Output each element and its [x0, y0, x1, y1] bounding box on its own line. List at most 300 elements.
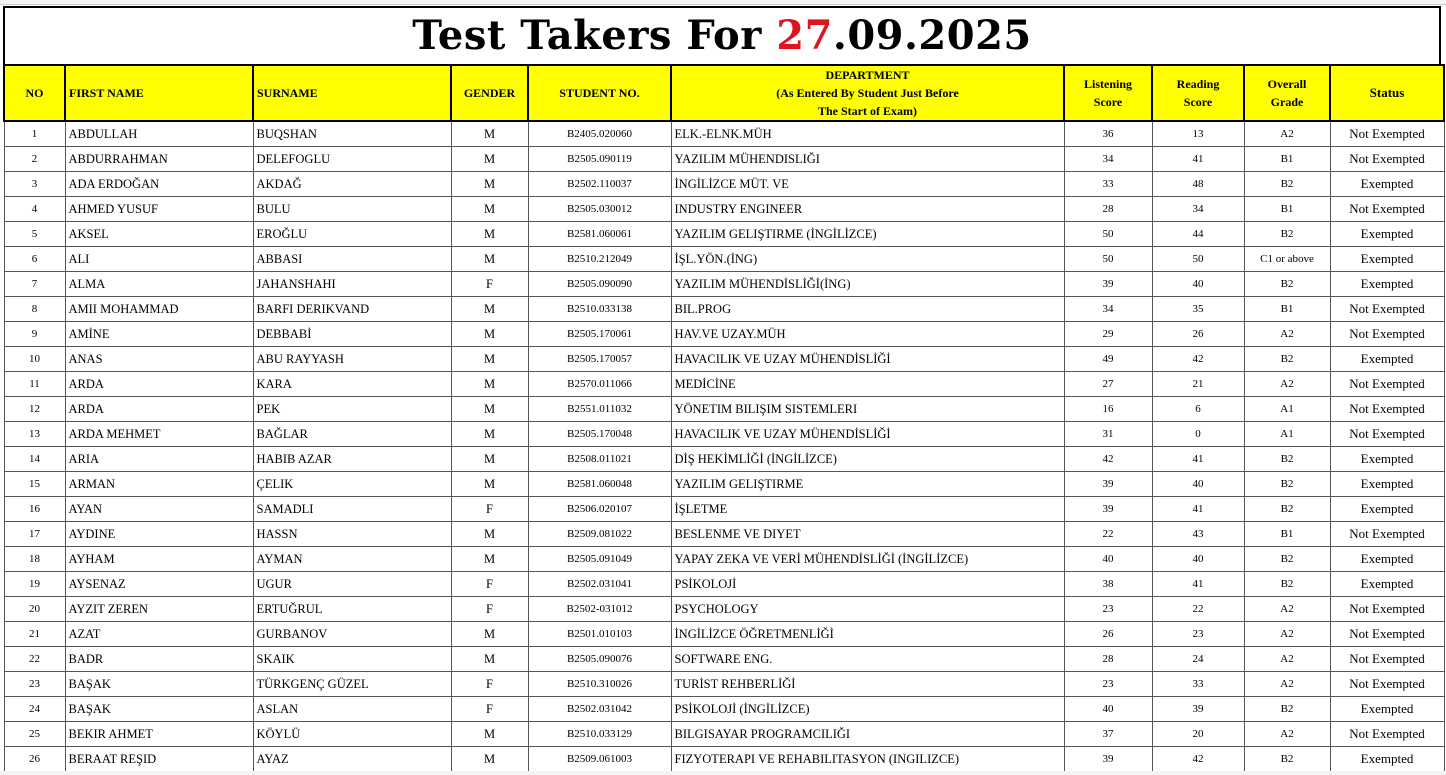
cell-gender[interactable]: F: [451, 597, 528, 622]
cell-overall-grade[interactable]: B2: [1244, 222, 1330, 247]
table-row: [4, 197, 1444, 222]
table-row: [4, 222, 1444, 247]
cell-student-no[interactable]: B2510.033138: [528, 297, 671, 322]
cell-status[interactable]: Not Exempted: [1330, 397, 1444, 422]
cell-gender[interactable]: M: [451, 222, 528, 247]
cell-reading-score[interactable]: 26: [1152, 322, 1244, 347]
cell-student-no[interactable]: B2509.081022: [528, 522, 671, 547]
cell-reading-score[interactable]: 34: [1152, 197, 1244, 222]
cell-gender[interactable]: M: [451, 622, 528, 647]
cell-student-no[interactable]: B2502.110037: [528, 172, 671, 197]
cell-department[interactable]: PSİKOLOJİ: [671, 572, 1064, 597]
header-department[interactable]: [671, 65, 1064, 121]
cell-surname[interactable]: BAĞLAR: [253, 422, 451, 447]
cell-department[interactable]: YAZILIM MÜHENDİSLİĞİ(İNG): [671, 272, 1064, 297]
header-no[interactable]: NO: [4, 65, 65, 121]
cell-first-name[interactable]: BEKIR AHMET: [65, 722, 253, 747]
cell-first-name[interactable]: AYDINE: [65, 522, 253, 547]
cell-listening-score[interactable]: 28: [1064, 647, 1152, 672]
cell-student-no[interactable]: B2508.011021: [528, 447, 671, 472]
cell-status[interactable]: Exempted: [1330, 347, 1444, 372]
cell-no[interactable]: 26: [4, 747, 65, 772]
cell-gender[interactable]: M: [451, 322, 528, 347]
table-row: [4, 297, 1444, 322]
header-surname[interactable]: SURNAME: [253, 65, 451, 121]
cell-gender[interactable]: M: [451, 647, 528, 672]
cell-overall-grade[interactable]: B1: [1244, 297, 1330, 322]
cell-overall-grade[interactable]: A2: [1244, 722, 1330, 747]
cell-first-name[interactable]: AYAN: [65, 497, 253, 522]
cell-status[interactable]: Not Exempted: [1330, 297, 1444, 322]
cell-overall-grade[interactable]: A2: [1244, 121, 1330, 147]
cell-overall-grade[interactable]: B2: [1244, 572, 1330, 597]
cell-student-no[interactable]: B2505.090076: [528, 647, 671, 672]
cell-first-name[interactable]: BADR: [65, 647, 253, 672]
cell-student-no[interactable]: B2505.170057: [528, 347, 671, 372]
cell-reading-score[interactable]: 35: [1152, 297, 1244, 322]
cell-overall-grade[interactable]: B2: [1244, 347, 1330, 372]
cell-status[interactable]: Not Exempted: [1330, 672, 1444, 697]
cell-gender[interactable]: F: [451, 672, 528, 697]
cell-status[interactable]: Exempted: [1330, 247, 1444, 272]
cell-gender[interactable]: M: [451, 422, 528, 447]
cell-department[interactable]: İŞLETME: [671, 497, 1064, 522]
title-suffix: .09.2025: [832, 12, 1032, 59]
cell-first-name[interactable]: ARDA: [65, 372, 253, 397]
cell-status[interactable]: Exempted: [1330, 747, 1444, 772]
cell-gender[interactable]: M: [451, 147, 528, 172]
cell-gender[interactable]: M: [451, 247, 528, 272]
cell-no[interactable]: 24: [4, 697, 65, 722]
table-row: [4, 397, 1444, 422]
cell-surname[interactable]: SAMADLI: [253, 497, 451, 522]
cell-first-name[interactable]: AMII MOHAMMAD: [65, 297, 253, 322]
cell-gender[interactable]: M: [451, 447, 528, 472]
title-banner: [3, 6, 1441, 64]
cell-surname[interactable]: GURBANOV: [253, 622, 451, 647]
cell-no[interactable]: 19: [4, 572, 65, 597]
cell-reading-score[interactable]: 42: [1152, 747, 1244, 772]
cell-gender[interactable]: M: [451, 347, 528, 372]
table-row: [4, 447, 1444, 472]
cell-listening-score[interactable]: 50: [1064, 247, 1152, 272]
cell-reading-score[interactable]: 24: [1152, 647, 1244, 672]
cell-department[interactable]: TURİST REHBERLİĞİ: [671, 672, 1064, 697]
cell-first-name[interactable]: BAŞAK: [65, 672, 253, 697]
cell-listening-score[interactable]: 39: [1064, 272, 1152, 297]
cell-surname[interactable]: AYMAN: [253, 547, 451, 572]
cell-overall-grade[interactable]: B1: [1244, 522, 1330, 547]
cell-student-no[interactable]: B2501.010103: [528, 622, 671, 647]
cell-student-no[interactable]: B2551.011032: [528, 397, 671, 422]
cell-gender[interactable]: M: [451, 372, 528, 397]
cell-listening-score[interactable]: 28: [1064, 197, 1152, 222]
cell-reading-score[interactable]: 41: [1152, 572, 1244, 597]
cell-gender[interactable]: M: [451, 722, 528, 747]
cell-status[interactable]: Not Exempted: [1330, 622, 1444, 647]
cell-student-no[interactable]: B2581.060048: [528, 472, 671, 497]
cell-gender[interactable]: M: [451, 172, 528, 197]
cell-listening-score[interactable]: 39: [1064, 497, 1152, 522]
cell-no[interactable]: 22: [4, 647, 65, 672]
cell-department[interactable]: YAZILIM GELIŞTIRME: [671, 472, 1064, 497]
cell-status[interactable]: Exempted: [1330, 172, 1444, 197]
cell-overall-grade[interactable]: B2: [1244, 747, 1330, 772]
cell-surname[interactable]: HABIB AZAR: [253, 447, 451, 472]
table-body: [4, 121, 1444, 772]
cell-no[interactable]: 12: [4, 397, 65, 422]
cell-reading-score[interactable]: 48: [1152, 172, 1244, 197]
cell-overall-grade[interactable]: A2: [1244, 372, 1330, 397]
cell-gender[interactable]: M: [451, 547, 528, 572]
cell-status[interactable]: Exempted: [1330, 572, 1444, 597]
header-reading-score[interactable]: [1152, 65, 1244, 121]
cell-department[interactable]: İNGİLİZCE ÖĞRETMENLİĞİ: [671, 622, 1064, 647]
cell-listening-score[interactable]: 27: [1064, 372, 1152, 397]
cell-student-no[interactable]: B2510.033129: [528, 722, 671, 747]
cell-no[interactable]: 5: [4, 222, 65, 247]
cell-no[interactable]: 3: [4, 172, 65, 197]
cell-surname[interactable]: UGUR: [253, 572, 451, 597]
cell-first-name[interactable]: BAŞAK: [65, 697, 253, 722]
table-row: [4, 547, 1444, 572]
cell-status[interactable]: Exempted: [1330, 222, 1444, 247]
cell-student-no[interactable]: B2502.031041: [528, 572, 671, 597]
cell-listening-score[interactable]: 34: [1064, 297, 1152, 322]
cell-status[interactable]: Exempted: [1330, 697, 1444, 722]
cell-no[interactable]: 13: [4, 422, 65, 447]
cell-department[interactable]: HAVACILIK VE UZAY MÜHENDİSLİĞİ: [671, 347, 1064, 372]
cell-overall-grade[interactable]: B2: [1244, 497, 1330, 522]
cell-gender[interactable]: M: [451, 397, 528, 422]
cell-no[interactable]: 25: [4, 722, 65, 747]
cell-no[interactable]: 21: [4, 622, 65, 647]
cell-listening-score[interactable]: 49: [1064, 347, 1152, 372]
cell-status[interactable]: Not Exempted: [1330, 121, 1444, 147]
cell-reading-score[interactable]: 20: [1152, 722, 1244, 747]
cell-status[interactable]: Not Exempted: [1330, 372, 1444, 397]
cell-gender[interactable]: M: [451, 522, 528, 547]
cell-status[interactable]: Exempted: [1330, 497, 1444, 522]
cell-surname[interactable]: AYAZ: [253, 747, 451, 772]
header-listening-line1: Listening: [1083, 77, 1132, 91]
cell-reading-score[interactable]: 42: [1152, 347, 1244, 372]
cell-first-name[interactable]: AKSEL: [65, 222, 253, 247]
cell-department[interactable]: YAZILIM GELIŞTIRME (İNGİLİZCE): [671, 222, 1064, 247]
cell-department[interactable]: HAV.VE UZAY.MÜH: [671, 322, 1064, 347]
cell-listening-score[interactable]: 42: [1064, 447, 1152, 472]
cell-first-name[interactable]: ANAS: [65, 347, 253, 372]
cell-status[interactable]: Not Exempted: [1330, 197, 1444, 222]
cell-overall-grade[interactable]: B2: [1244, 272, 1330, 297]
cell-first-name[interactable]: AMİNE: [65, 322, 253, 347]
cell-gender[interactable]: F: [451, 697, 528, 722]
cell-status[interactable]: Exempted: [1330, 547, 1444, 572]
cell-surname[interactable]: HASSN: [253, 522, 451, 547]
table-row: [4, 247, 1444, 272]
cell-reading-score[interactable]: 33: [1152, 672, 1244, 697]
cell-surname[interactable]: JAHANSHAHI: [253, 272, 451, 297]
cell-status[interactable]: Not Exempted: [1330, 597, 1444, 622]
header-overall-line2: Grade: [1270, 95, 1304, 109]
cell-status[interactable]: Not Exempted: [1330, 422, 1444, 447]
cell-listening-score[interactable]: 22: [1064, 522, 1152, 547]
cell-surname[interactable]: TÜRKGENÇ GÜZEL: [253, 672, 451, 697]
cell-student-no[interactable]: B2581.060061: [528, 222, 671, 247]
cell-no[interactable]: 14: [4, 447, 65, 472]
cell-reading-score[interactable]: 39: [1152, 697, 1244, 722]
cell-status[interactable]: Exempted: [1330, 272, 1444, 297]
table-row: [4, 497, 1444, 522]
cell-department[interactable]: BESLENME VE DIYET: [671, 522, 1064, 547]
cell-department[interactable]: SOFTWARE ENG.: [671, 647, 1064, 672]
cell-department[interactable]: İŞL.YÖN.(İNG): [671, 247, 1064, 272]
cell-surname[interactable]: KARA: [253, 372, 451, 397]
cell-surname[interactable]: ÇELIK: [253, 472, 451, 497]
cell-no[interactable]: 4: [4, 197, 65, 222]
header-status[interactable]: Status: [1330, 65, 1444, 121]
cell-gender[interactable]: F: [451, 497, 528, 522]
cell-overall-grade[interactable]: C1 or above: [1244, 247, 1330, 272]
cell-first-name[interactable]: AZAT: [65, 622, 253, 647]
cell-status[interactable]: Not Exempted: [1330, 522, 1444, 547]
cell-reading-score[interactable]: 6: [1152, 397, 1244, 422]
cell-surname[interactable]: PEK: [253, 397, 451, 422]
cell-student-no[interactable]: B2505.090119: [528, 147, 671, 172]
cell-student-no[interactable]: B2510.212049: [528, 247, 671, 272]
cell-no[interactable]: 10: [4, 347, 65, 372]
cell-first-name[interactable]: BERAAT REŞID: [65, 747, 253, 772]
header-department-line1: DEPARTMENT: [825, 68, 910, 82]
cell-first-name[interactable]: ALMA: [65, 272, 253, 297]
cell-department[interactable]: INDUSTRY ENGINEER: [671, 197, 1064, 222]
cell-student-no[interactable]: B2505.090090: [528, 272, 671, 297]
table-row: [4, 121, 1444, 147]
cell-department[interactable]: YAPAY ZEKA VE VERİ MÜHENDİSLİĞİ (İNGİLİZCE): [671, 547, 1064, 572]
cell-overall-grade[interactable]: B2: [1244, 447, 1330, 472]
cell-listening-score[interactable]: 23: [1064, 672, 1152, 697]
cell-first-name[interactable]: ABDURRAHMAN: [65, 147, 253, 172]
cell-reading-score[interactable]: 13: [1152, 121, 1244, 147]
cell-student-no[interactable]: B2506.020107: [528, 497, 671, 522]
cell-department[interactable]: YÖNETIM BILIŞIM SISTEMLERI: [671, 397, 1064, 422]
cell-first-name[interactable]: ADA ERDOĞAN: [65, 172, 253, 197]
cell-listening-score[interactable]: 16: [1064, 397, 1152, 422]
cell-no[interactable]: 23: [4, 672, 65, 697]
cell-no[interactable]: 2: [4, 147, 65, 172]
cell-student-no[interactable]: B2570.011066: [528, 372, 671, 397]
cell-surname[interactable]: BULU: [253, 197, 451, 222]
cell-reading-score[interactable]: 41: [1152, 147, 1244, 172]
cell-surname[interactable]: DEBBABİ: [253, 322, 451, 347]
cell-gender[interactable]: M: [451, 472, 528, 497]
cell-student-no[interactable]: B2505.170048: [528, 422, 671, 447]
cell-department[interactable]: İNGİLİZCE MÜT. VE: [671, 172, 1064, 197]
cell-gender[interactable]: F: [451, 272, 528, 297]
cell-department[interactable]: HAVACILIK VE UZAY MÜHENDİSLİĞİ: [671, 422, 1064, 447]
header-gender[interactable]: GENDER: [451, 65, 528, 121]
cell-status[interactable]: Exempted: [1330, 472, 1444, 497]
cell-first-name[interactable]: ARDA: [65, 397, 253, 422]
cell-listening-score[interactable]: 31: [1064, 422, 1152, 447]
header-department-line2: (As Entered By Student Just Before: [776, 86, 959, 100]
cell-no[interactable]: 9: [4, 322, 65, 347]
cell-department[interactable]: BIL.PROG: [671, 297, 1064, 322]
cell-reading-score[interactable]: 40: [1152, 472, 1244, 497]
cell-no[interactable]: 18: [4, 547, 65, 572]
cell-reading-score[interactable]: 40: [1152, 272, 1244, 297]
cell-gender[interactable]: M: [451, 297, 528, 322]
cell-status[interactable]: Exempted: [1330, 447, 1444, 472]
cell-reading-score[interactable]: 22: [1152, 597, 1244, 622]
cell-listening-score[interactable]: 40: [1064, 697, 1152, 722]
cell-listening-score[interactable]: 37: [1064, 722, 1152, 747]
cell-first-name[interactable]: ALI: [65, 247, 253, 272]
table-row: [4, 472, 1444, 497]
cell-student-no[interactable]: B2502-031012: [528, 597, 671, 622]
cell-overall-grade[interactable]: B2: [1244, 472, 1330, 497]
title-prefix: Test Takers For: [412, 12, 777, 59]
cell-overall-grade[interactable]: A1: [1244, 397, 1330, 422]
header-overall-grade[interactable]: [1244, 65, 1330, 121]
cell-overall-grade[interactable]: B1: [1244, 147, 1330, 172]
cell-status[interactable]: Not Exempted: [1330, 647, 1444, 672]
cell-student-no[interactable]: B2505.170061: [528, 322, 671, 347]
cell-reading-score[interactable]: 23: [1152, 622, 1244, 647]
cell-surname[interactable]: AKDAĞ: [253, 172, 451, 197]
cell-surname[interactable]: ABU RAYYASH: [253, 347, 451, 372]
cell-department[interactable]: DİŞ HEKİMLİĞİ (İNGİLİZCE): [671, 447, 1064, 472]
cell-overall-grade[interactable]: A2: [1244, 622, 1330, 647]
table-row: [4, 622, 1444, 647]
cell-reading-score[interactable]: 41: [1152, 447, 1244, 472]
cell-overall-grade[interactable]: A2: [1244, 597, 1330, 622]
cell-reading-score[interactable]: 41: [1152, 497, 1244, 522]
cell-overall-grade[interactable]: B2: [1244, 547, 1330, 572]
cell-student-no[interactable]: B2505.091049: [528, 547, 671, 572]
cell-listening-score[interactable]: 36: [1064, 121, 1152, 147]
header-listening-score[interactable]: [1064, 65, 1152, 121]
cell-listening-score[interactable]: 40: [1064, 547, 1152, 572]
cell-gender[interactable]: M: [451, 747, 528, 772]
cell-department[interactable]: YAZILIM MÜHENDISLIĞI: [671, 147, 1064, 172]
cell-first-name[interactable]: AYSENAZ: [65, 572, 253, 597]
cell-listening-score[interactable]: 33: [1064, 172, 1152, 197]
cell-gender[interactable]: F: [451, 572, 528, 597]
header-first-name[interactable]: FIRST NAME: [65, 65, 253, 121]
cell-no[interactable]: 8: [4, 297, 65, 322]
table-row: [4, 172, 1444, 197]
cell-no[interactable]: 17: [4, 522, 65, 547]
cell-department[interactable]: ELK.-ELNK.MÜH: [671, 121, 1064, 147]
cell-reading-score[interactable]: 43: [1152, 522, 1244, 547]
cell-surname[interactable]: BUQSHAN: [253, 121, 451, 147]
cell-surname[interactable]: EROĞLU: [253, 222, 451, 247]
cell-surname[interactable]: ASLAN: [253, 697, 451, 722]
cell-listening-score[interactable]: 39: [1064, 747, 1152, 772]
cell-gender[interactable]: M: [451, 197, 528, 222]
cell-no[interactable]: 15: [4, 472, 65, 497]
cell-student-no[interactable]: B2405.020060: [528, 121, 671, 147]
cell-overall-grade[interactable]: A2: [1244, 647, 1330, 672]
cell-surname[interactable]: SKAIK: [253, 647, 451, 672]
table-row: [4, 272, 1444, 297]
cell-no[interactable]: 16: [4, 497, 65, 522]
cell-first-name[interactable]: ABDULLAH: [65, 121, 253, 147]
table-row: [4, 672, 1444, 697]
cell-department[interactable]: BILGISAYAR PROGRAMCILIĞI: [671, 722, 1064, 747]
table-row: [4, 347, 1444, 372]
cell-first-name[interactable]: ARMAN: [65, 472, 253, 497]
cell-surname[interactable]: ERTUĞRUL: [253, 597, 451, 622]
spreadsheet-top-strip: [0, 0, 1446, 5]
cell-overall-grade[interactable]: A2: [1244, 322, 1330, 347]
cell-listening-score[interactable]: 34: [1064, 147, 1152, 172]
cell-first-name[interactable]: AHMED YUSUF: [65, 197, 253, 222]
cell-student-no[interactable]: B2510.310026: [528, 672, 671, 697]
cell-listening-score[interactable]: 23: [1064, 597, 1152, 622]
cell-department[interactable]: PSİKOLOJİ (İNGİLİZCE): [671, 697, 1064, 722]
cell-reading-score[interactable]: 50: [1152, 247, 1244, 272]
cell-reading-score[interactable]: 0: [1152, 422, 1244, 447]
cell-status[interactable]: Not Exempted: [1330, 147, 1444, 172]
cell-listening-score[interactable]: 29: [1064, 322, 1152, 347]
cell-no[interactable]: 1: [4, 121, 65, 147]
cell-surname[interactable]: ABBASI: [253, 247, 451, 272]
table-row: [4, 697, 1444, 722]
cell-department[interactable]: FIZYOTERAPI VE REHABILITASYON (INGILIZCE): [671, 747, 1064, 772]
cell-reading-score[interactable]: 21: [1152, 372, 1244, 397]
cell-student-no[interactable]: B2502.031042: [528, 697, 671, 722]
cell-surname[interactable]: DELEFOGLU: [253, 147, 451, 172]
cell-overall-grade[interactable]: A2: [1244, 672, 1330, 697]
cell-student-no[interactable]: B2505.030012: [528, 197, 671, 222]
cell-no[interactable]: 11: [4, 372, 65, 397]
cell-reading-score[interactable]: 44: [1152, 222, 1244, 247]
cell-no[interactable]: 7: [4, 272, 65, 297]
cell-gender[interactable]: M: [451, 121, 528, 147]
cell-overall-grade[interactable]: B1: [1244, 197, 1330, 222]
cell-overall-grade[interactable]: B2: [1244, 172, 1330, 197]
cell-first-name[interactable]: ARIA: [65, 447, 253, 472]
header-listening-line2: Score: [1093, 95, 1123, 109]
cell-status[interactable]: Not Exempted: [1330, 722, 1444, 747]
spreadsheet-bottom-strip: [0, 771, 1446, 775]
table-row: [4, 597, 1444, 622]
cell-first-name[interactable]: AYHAM: [65, 547, 253, 572]
cell-no[interactable]: 6: [4, 247, 65, 272]
cell-listening-score[interactable]: 38: [1064, 572, 1152, 597]
cell-surname[interactable]: BARFI DERIKVAND: [253, 297, 451, 322]
cell-listening-score[interactable]: 50: [1064, 222, 1152, 247]
cell-department[interactable]: MEDİCİNE: [671, 372, 1064, 397]
cell-first-name[interactable]: ARDA MEHMET: [65, 422, 253, 447]
cell-listening-score[interactable]: 26: [1064, 622, 1152, 647]
cell-student-no[interactable]: B2509.061003: [528, 747, 671, 772]
cell-department[interactable]: PSYCHOLOGY: [671, 597, 1064, 622]
cell-first-name[interactable]: AYZIT ZEREN: [65, 597, 253, 622]
cell-overall-grade[interactable]: B2: [1244, 697, 1330, 722]
cell-surname[interactable]: KÖYLÜ: [253, 722, 451, 747]
cell-no[interactable]: 20: [4, 597, 65, 622]
table-row: [4, 647, 1444, 672]
cell-status[interactable]: Not Exempted: [1330, 322, 1444, 347]
cell-listening-score[interactable]: 39: [1064, 472, 1152, 497]
table-row: [4, 147, 1444, 172]
cell-overall-grade[interactable]: A1: [1244, 422, 1330, 447]
cell-reading-score[interactable]: 40: [1152, 547, 1244, 572]
header-student-no[interactable]: STUDENT NO.: [528, 65, 671, 121]
